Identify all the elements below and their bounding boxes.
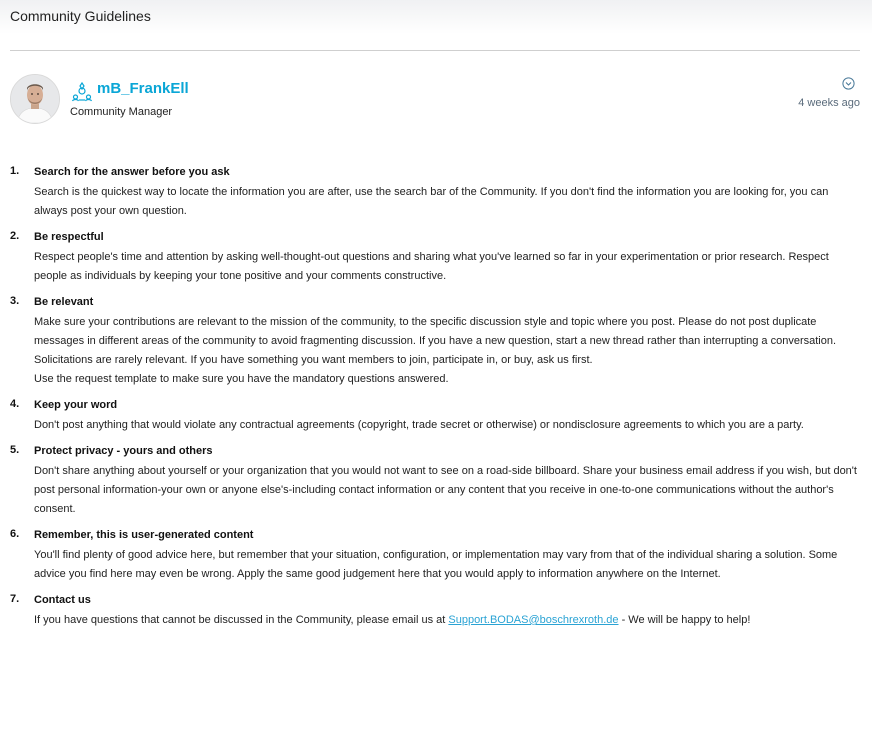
guideline-item xyxy=(10,295,862,389)
item-title: Be relevant xyxy=(34,296,94,308)
page-title: Community Guidelines xyxy=(10,8,151,24)
support-email-link[interactable]: Support.BODAS@boschrexroth.de xyxy=(448,614,619,626)
item-title: Search for the answer before you ask xyxy=(34,166,230,178)
guideline-item xyxy=(10,165,862,221)
chevron-down-circle-icon[interactable] xyxy=(842,77,855,90)
item-title: Remember, this is user-generated content xyxy=(34,529,254,541)
guidelines-list xyxy=(10,165,862,639)
item-number: 1. xyxy=(10,165,20,177)
guideline-item xyxy=(10,528,862,584)
item-body xyxy=(34,611,862,630)
guideline-item xyxy=(10,593,862,630)
community-team-icon xyxy=(71,80,93,102)
avatar-photo xyxy=(11,75,59,123)
avatar[interactable] xyxy=(10,74,60,124)
item-number: 3. xyxy=(10,295,20,307)
item-body: Search is the quickest way to locate the information you are after, use the search bar of the Community. If you don't find the information you are looking for, you can always post your own question. xyxy=(34,186,829,217)
divider xyxy=(10,50,860,51)
item-body xyxy=(34,313,862,389)
post-date: 4 weeks ago xyxy=(798,97,860,109)
item-number: 7. xyxy=(10,593,20,605)
item-body: Don't post anything that would violate any contractual agreements (copyright, trade secret or otherwise) or nondisclosure agreements to which you are a party. xyxy=(34,419,804,431)
item-number: 5. xyxy=(10,444,20,456)
item-title: Protect privacy - yours and others xyxy=(34,445,213,457)
item-number: 4. xyxy=(10,398,20,410)
item-title: Be respectful xyxy=(34,231,104,243)
guideline-item xyxy=(10,398,862,435)
guideline-item xyxy=(10,444,862,519)
item-title: Keep your word xyxy=(34,399,118,411)
item-body-text: Make sure your contributions are relevant to the mission of the community, to the specific discussion style and topic where you post. Please do not post duplicate messages in different areas of the community to avoid fragmenting discussion. If you have a new question, start a new thread rather than interrupting a conversation. Solicitations are rarely relevant. If you have something you want members to join, participate in, or buy, ask us first. xyxy=(34,316,837,366)
item-body: You'll find plenty of good advice here, but remember that your situation, configuration, or implementation may vary from that of the individual sharing a solution. Some advice you find here may even be wrong. Apply the same good judgement here that you would apply to information anywhere on the Internet. xyxy=(34,549,838,580)
item-number: 2. xyxy=(10,230,20,242)
contact-text-suffix: - We will be happy to help! xyxy=(621,614,751,626)
author-role: Community Manager xyxy=(70,106,173,118)
item-body: Respect people's time and attention by asking well-thought-out questions and sharing what you've learned so far in your experimentation or prior research. Respect people as individuals by keeping your tone positive and your comments constructive. xyxy=(34,251,829,282)
item-body: Don't share anything about yourself or your organization that you would not want to see on a road-side billboard. Share your business email address if you wish, but don't post personal information-your own or anyone else's-including contact information or any content that you receive in one-to-one communications without the author's consent. xyxy=(34,465,857,515)
item-body-note: Use the request template to make sure you have the mandatory questions answered. xyxy=(34,373,449,385)
author-name-link[interactable]: mB_FrankEll xyxy=(97,80,189,97)
guideline-item xyxy=(10,230,862,286)
item-title: Contact us xyxy=(34,594,91,606)
item-number: 6. xyxy=(10,528,20,540)
contact-text: If you have questions that cannot be discussed in the Community, please email us at xyxy=(34,614,446,626)
